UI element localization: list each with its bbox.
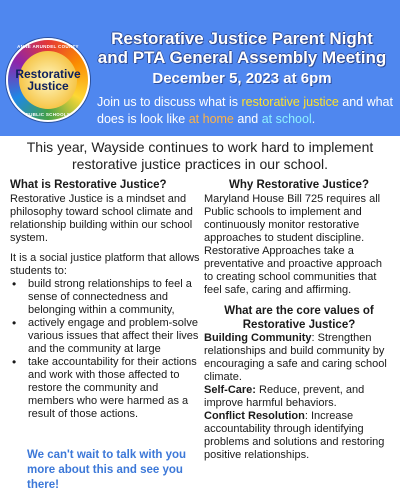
logo-ring-top-text: ANNE ARUNDEL COUNTY [17,44,79,49]
invite-highlight-restorative-justice: restorative justice [241,95,339,109]
why-body-1: Maryland House Bill 725 requires all Public schools to implement and continuously monitor restorative approaches to student discipline. [204,193,381,244]
logo-word-1: Restorative [15,67,81,81]
what-is-intro: Restorative Justice is a mindset and philosophy toward school climate and relationship building within our school system. [10,193,193,244]
closing-message: We can't wait to talk with you more about this and see you there! [27,449,187,491]
list-item: • take accountability for their actions and work with those affected to restore the community and members who were harmed as a result of those actions. [10,356,200,421]
core-value-term: Building Community [204,332,312,344]
platform-intro: It is a social justice platform that allows students to: [10,252,200,277]
core-value-item [204,332,394,384]
student-outcomes-list [10,278,200,421]
core-value-term: Self-Care: [204,384,256,396]
restorative-justice-logo [6,38,90,122]
logo-word-2: Justice [27,79,69,93]
invite-highlight-at-school: at school [261,112,312,126]
invite-highlight-at-home: at home [188,112,234,126]
core-value-term: Conflict Resolution [204,410,305,422]
core-value-desc: : Increase accountability through identifying problems and solutions and restoring positive relationships. [204,410,385,461]
invite-middle: and what does is look like [97,95,393,126]
logo-center [15,51,81,109]
logo-ring-bottom-text: PUBLIC SCHOOLS [25,112,71,117]
why-heading: Why Restorative Justice? [229,179,369,191]
right-column [204,178,394,462]
core-value-desc: : Strengthen relationships and build community by encouraging a safe and caring school climate. [204,332,387,383]
event-title-line-2: and PTA General Assembly Meeting [97,48,387,67]
list-item: • build strong relationships to feel a sense of connectedness and belonging within a community, [10,278,200,317]
subheading: This year, Wayside continues to work hard to implement restorative justice practices in our school. [26,139,374,172]
header-banner [0,0,400,136]
event-date: December 5, 2023 at 6pm [152,70,332,87]
why-body-2: Restorative Approaches take a preventative and proactive approach to creating school communities that feel safe, caring and affirming. [204,245,382,296]
core-value-item [204,410,394,462]
invite-text [97,94,397,128]
invite-end: . [311,112,316,126]
list-item: • actively engage and problem-solve various issues that affect their lives and the community at large [10,317,200,356]
event-title-line-1: Restorative Justice Parent Night [111,29,373,48]
what-is-heading: What is Restorative Justice? [10,179,167,191]
invite-prefix: Join us to discuss what is [97,95,242,109]
core-value-item [204,384,394,410]
core-values-heading: What are the core values of Restorative Justice? [224,305,374,331]
left-column [10,178,200,421]
invite-and: and [233,112,262,126]
core-value-desc: Reduce, prevent, and improve harmful behaviors. [204,384,365,409]
